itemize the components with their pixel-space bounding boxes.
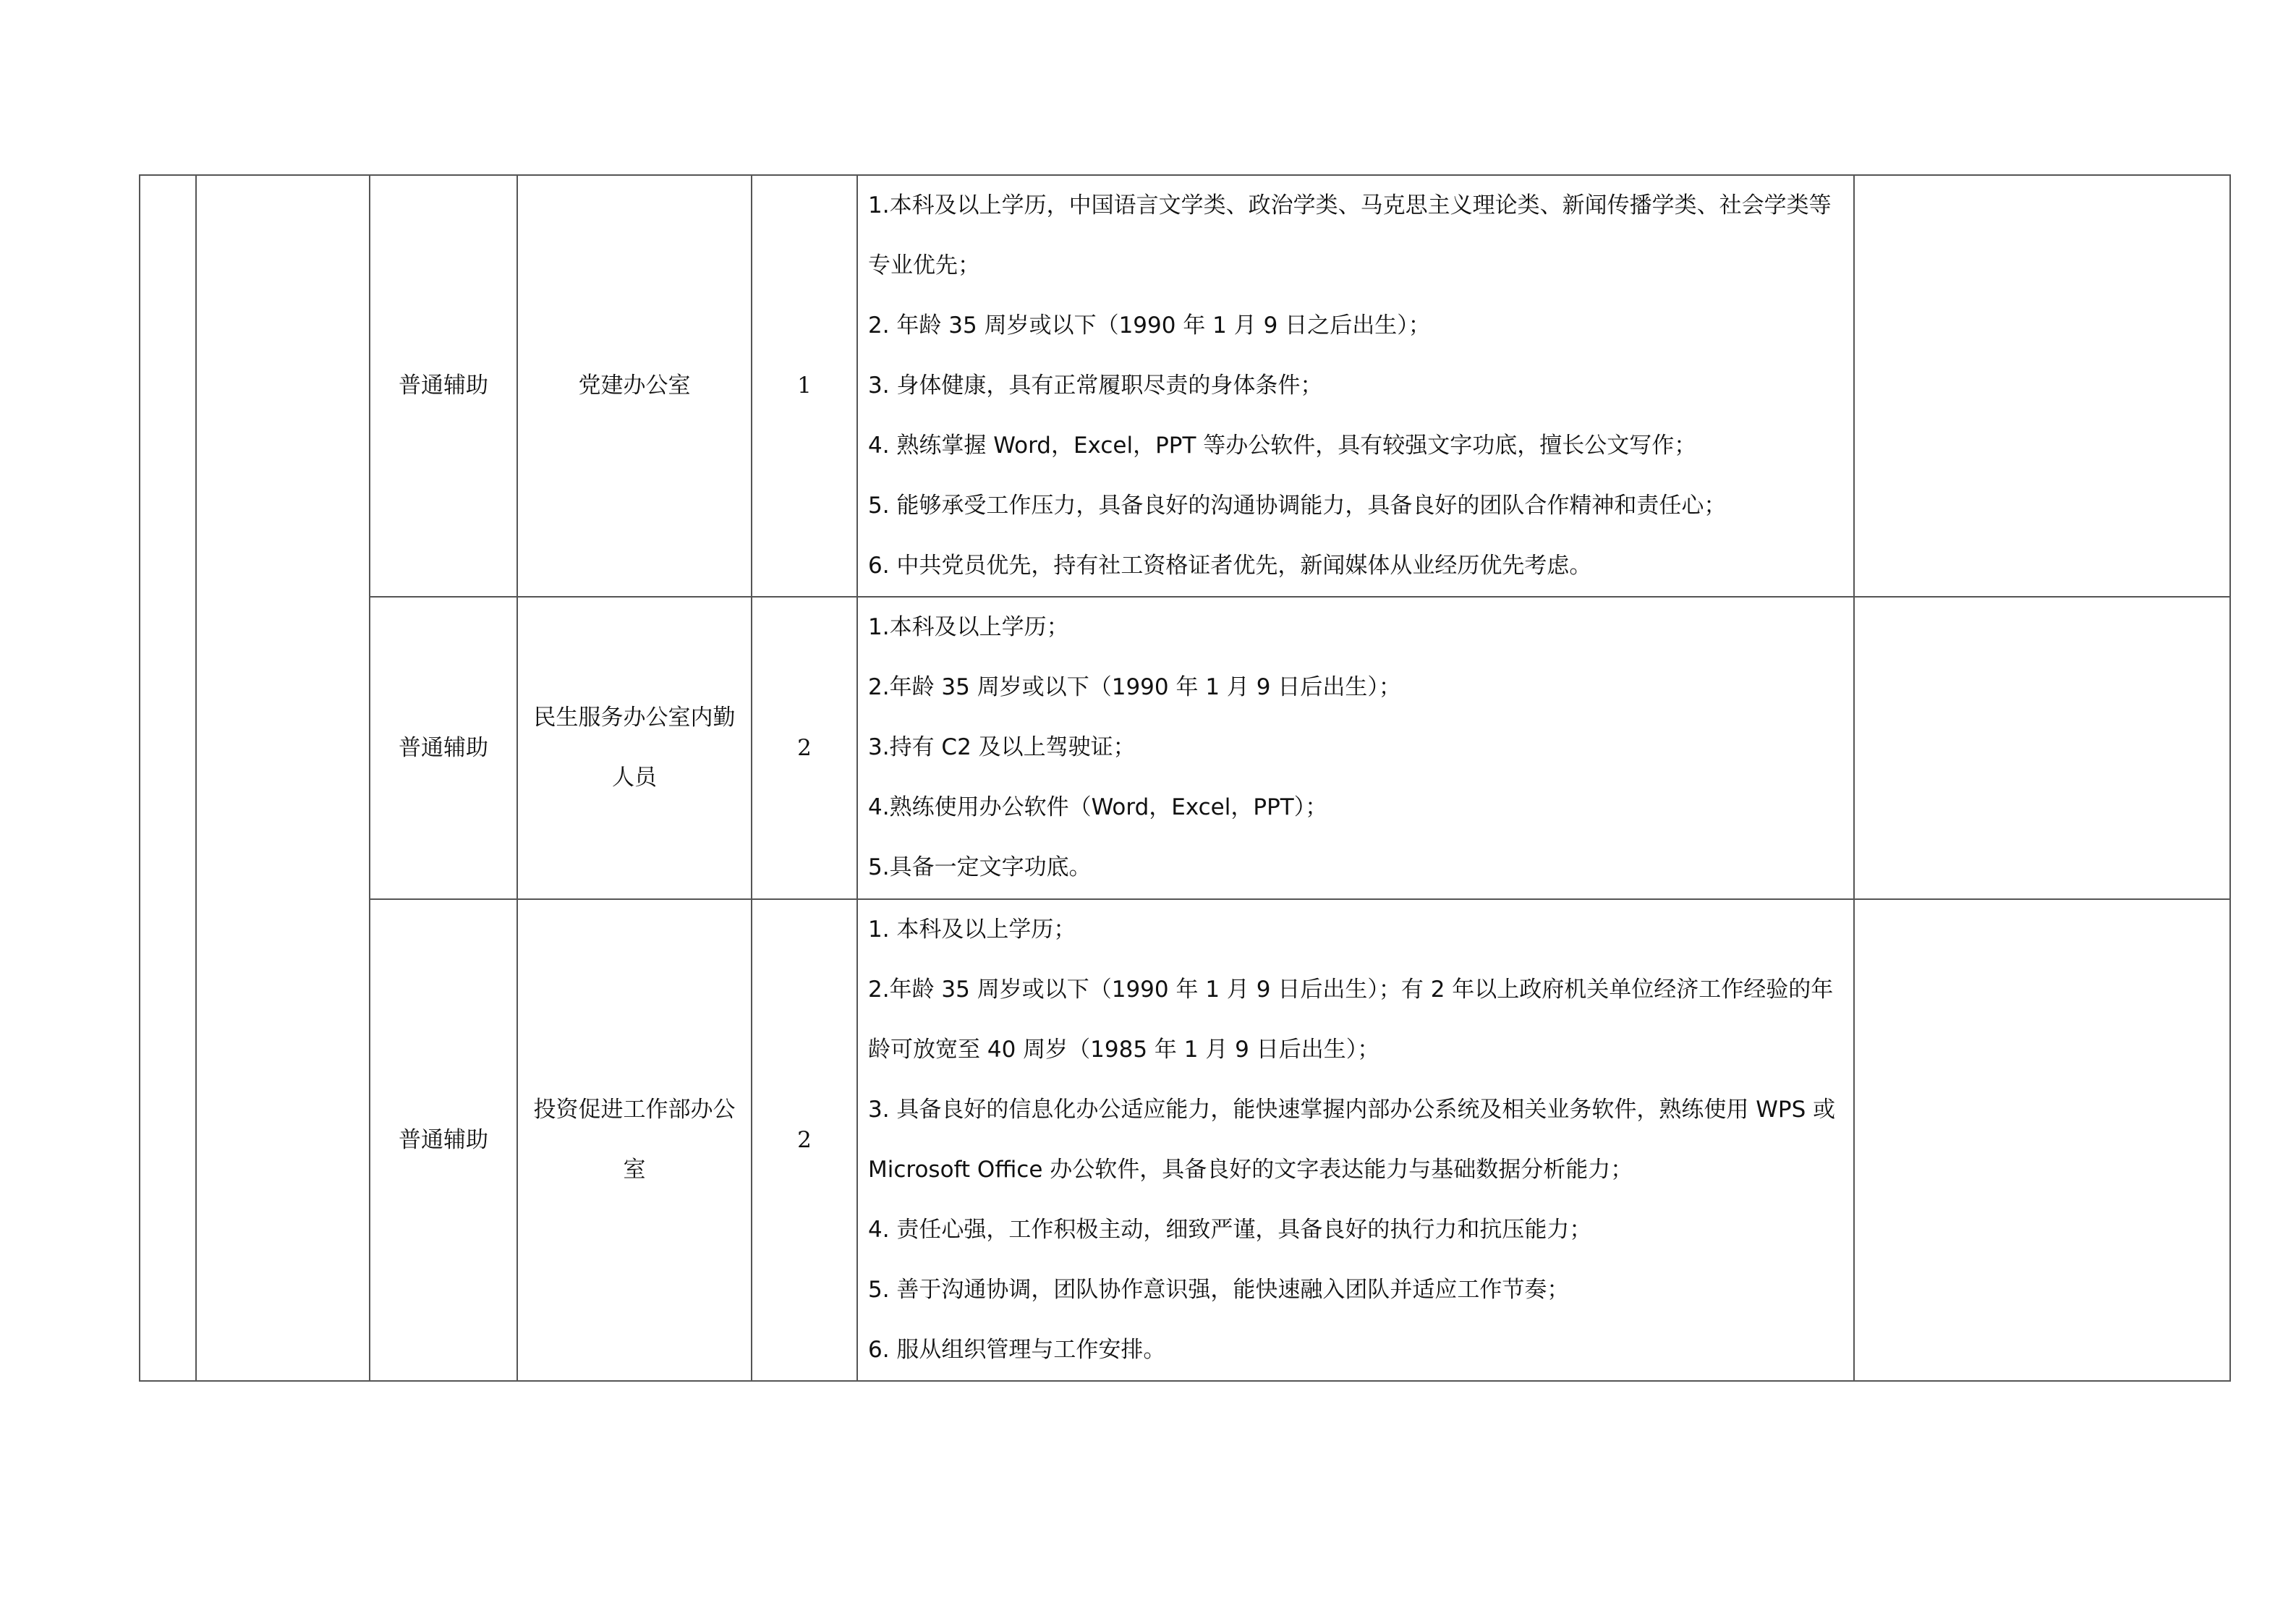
requirement-item: 5.具备一定文字功底。 [868,854,1092,880]
requirement-item: 1.本科及以上学历； [868,614,1069,640]
requirements-cell [857,175,1854,597]
requirements-cell [857,899,1854,1381]
requirement-item: 4. 熟练掌握 Word，Excel，PPT 等办公软件，具有较强文字功底，擅长公文写作； [868,433,1697,459]
requirement-item: 2. 年龄 35 周岁或以下（1990 年 1 月 9 日之后出生）； [868,313,1431,339]
requirement-item: 4.熟练使用办公软件（Word，Excel，PPT）； [868,794,1328,820]
category-cell: 普通辅助 [370,175,517,597]
requirement-item: 3.持有 C2 及以上驾驶证； [868,734,1136,760]
requirement-item: 3. 具备良好的信息化办公适应能力，能快速掌握内部办公系统及相关业务软件，熟练使用 WPS 或 Microsoft Office 办公软件，具备良好的文字表达能力与基础数据分析能力； [868,1097,1836,1183]
count-cell: 2 [752,597,857,899]
remarks-cell [1854,899,2230,1381]
requirement-item: 5. 能够承受工作压力，具备良好的沟通协调能力，具备良好的团队合作精神和责任心； [868,493,1727,519]
category-cell: 普通辅助 [370,899,517,1381]
index-cell [140,175,196,1381]
requirements-list [868,598,1853,898]
requirement-item: 5. 善于沟通协调，团队协作意识强，能快速融入团队并适应工作节奏； [868,1277,1570,1303]
table-row [140,175,2230,597]
unit-cell [196,175,370,1381]
requirements-list [868,900,1853,1380]
requirement-item: 4. 责任心强，工作积极主动，细致严谨，具备良好的执行力和抗压能力； [868,1217,1592,1243]
requirement-item: 6. 中共党员优先，持有社工资格证者优先，新闻媒体从业经历优先考虑。 [868,553,1592,579]
remarks-cell [1854,175,2230,597]
requirement-item: 6. 服从组织管理与工作安排。 [868,1337,1166,1363]
position-cell: 民生服务办公室内勤人员 [517,597,752,899]
requirement-item: 1. 本科及以上学历； [868,917,1076,943]
position-cell: 党建办公室 [517,175,752,597]
requirements-cell [857,597,1854,899]
requirement-item: 1.本科及以上学历，中国语言文学类、政治学类、马克思主义理论类、新闻传播学类、社会学类等专业优先； [868,192,1832,279]
count-cell: 2 [752,899,857,1381]
requirement-item: 2.年龄 35 周岁或以下（1990 年 1 月 9 日后出生）；有 2 年以上政府机关单位经济工作经验的年龄可放宽至 40 周岁（1985 年 1 月 9 日后出生）； [868,977,1834,1063]
category-cell: 普通辅助 [370,597,517,899]
requirement-item: 3. 身体健康，具有正常履职尽责的身体条件； [868,373,1323,399]
requirements-list [868,176,1853,596]
remarks-cell [1854,597,2230,899]
count-cell: 1 [752,175,857,597]
recruitment-table [139,174,2231,1382]
requirement-item: 2.年龄 35 周岁或以下（1990 年 1 月 9 日后出生）； [868,674,1401,700]
position-cell: 投资促进工作部办公室 [517,899,752,1381]
table-row [140,899,2230,1381]
table-row [140,597,2230,899]
